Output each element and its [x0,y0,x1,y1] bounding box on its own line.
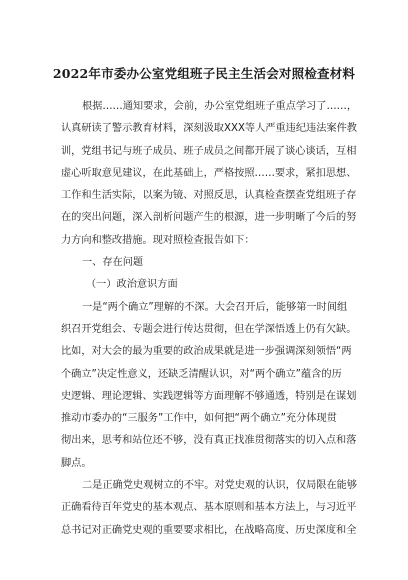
paragraph-line: 训，党组书记与班子成员、班子成员之间都开展了谈心谈话，互相 [61,145,357,157]
paragraph-line: 正确看待百年党史的基本观点、基本原则和基本方法上，与习近平 [61,502,357,514]
document-body [61,96,358,542]
subsection-heading: （一）政治意识方面 [86,279,178,291]
paragraph-line: 彻出来，思考和站位还不够，没有真正找准贯彻落实的切入点和落 [61,435,357,447]
document-title: 2022年市委办公室党组班子民主生活会对照检查材料 [52,66,356,81]
section-heading: 一、存在问题 [82,257,144,269]
paragraph-line: 根据……通知要求，会前，办公室党组班子重点学习了……， [82,101,358,112]
paragraph-line: 工作和生活实际，以案为镜、对照反思，认真检查摆查党组班子存 [61,190,357,202]
paragraph-line: 总书记对正确党史观的重要要求相比，在战略高度、历史深度和全 [61,524,357,536]
paragraph-line: 力方向和整改措施。现对照检查报告如下： [61,234,255,246]
paragraph-line: 比如，对大会的最为重要的政治成果就是进一步强调深刻领悟“两 [61,346,352,358]
paragraph-line: 推动市委办的“三服务”工作中，如何把“两个确立”充分体现贯 [61,413,337,425]
paragraph-line: 脚点。 [61,457,92,469]
paragraph-line: 史逻辑、理论逻辑、实践逻辑等方面理解不够通透，特别是在谋划 [61,390,357,402]
paragraph-line: 个确立”决定性意义，还缺乏清醒认识，对“两个确立”蕴含的历 [61,368,342,380]
paragraph-line: 在的突出问题，深入剖析问题产生的根源，进一步明晰了今后的努 [61,212,357,224]
paragraph-line: 织召开党组会、专题会进行传达贯彻，但在学深悟透上仍有欠缺。 [61,323,357,335]
paragraph-line: 虚心听取意见建议，在此基础上，严格按照……要求，紧扣思想、 [61,167,357,179]
paragraph-line: 认真研读了警示教育材料，深刻汲取XXX等人严重违纪违法案件教 [61,123,357,135]
paragraph-line: 二是正确党史观树立的不牢。对党史观的认识，仅局限在能够 [82,480,358,492]
paragraph-line: 一是“两个确立”理解的不深。大会召开后，能够第一时间组 [82,301,348,313]
